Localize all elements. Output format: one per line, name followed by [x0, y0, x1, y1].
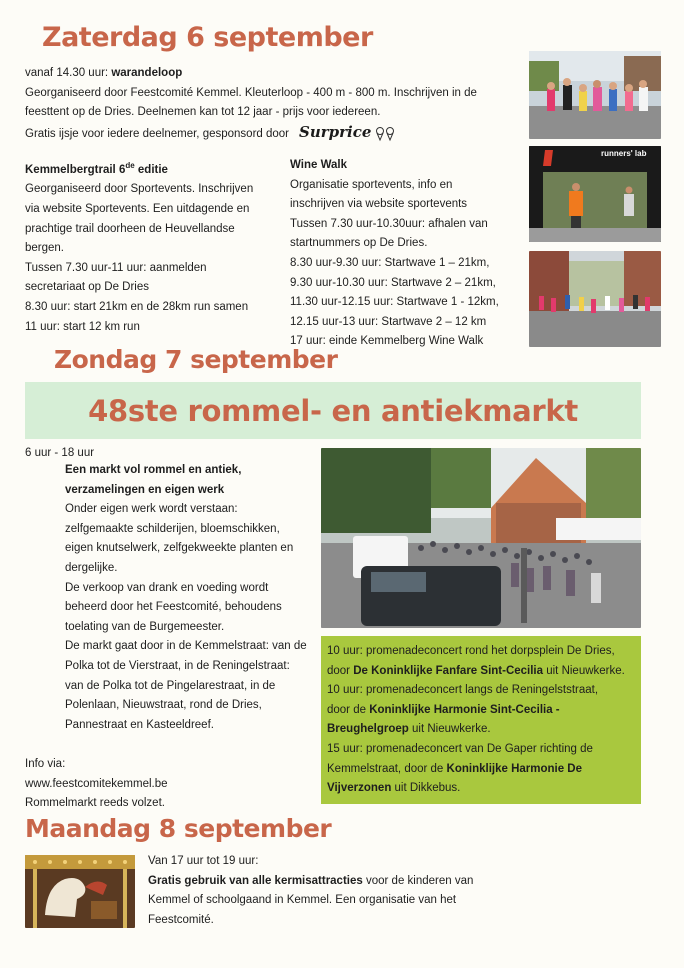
market-line: De verkoop van drank en voeding wordt	[65, 581, 269, 594]
concerts-box	[321, 636, 641, 804]
trail-line: via website Sportevents. Een uitdagende en	[25, 203, 250, 216]
market-route-line: van de Polka tot de Pingelarestraat, in de	[65, 679, 276, 692]
trail-line: prachtige trail doorheen de Heuvellandse	[25, 222, 235, 235]
market-description	[25, 445, 317, 735]
warandeloop-line: feesttent op de Dries. Deelnemen kan tot 12 jaar - prijs voor iedereen.	[25, 106, 381, 119]
monday-line: Feestcomité.	[148, 913, 214, 926]
concert-line: 10 uur: promenadeconcert rond het dorpsplein De Dries,	[327, 645, 615, 657]
market-details	[25, 461, 317, 735]
concert-line: Breughelgroep uit Nieuwkerke.	[327, 723, 491, 736]
runners-lab-photo	[529, 146, 661, 242]
website-link[interactable]: www.feestcomitekemmel.be	[25, 777, 168, 790]
market-route-line: Pannestraat en Kasteeldreef.	[65, 718, 214, 731]
market-route-line: Polenlaan, Nieuwstraat, rond de Dries,	[65, 699, 262, 712]
wine-walk-line: 17 uur: einde Kemmelberg Wine Walk	[290, 335, 484, 348]
concert-line: Kemmelstraat, door de Koninklijke Harmonie De	[327, 762, 583, 775]
trail-line: Tussen 7.30 uur-11 uur: aanmelden	[25, 261, 207, 274]
concert-line: 15 uur: promenadeconcert van De Gaper richting de	[327, 742, 593, 755]
monday-block	[148, 852, 498, 930]
wine-walk-line: 8.30 uur-9.30 uur: Startwave 1 – 21km,	[290, 256, 490, 269]
trail-line: Georganiseerd door Sportevents. Inschrijven	[25, 183, 254, 196]
trail-line: 11 uur: start 12 km run	[25, 320, 140, 333]
warandeloop-line: Georganiseerd door Feestcomité Kemmel. Kleuterloop - 400 m - 800 m. Inschrijven in de	[25, 86, 477, 99]
market-line: eigen knutselwerk, zelfgekweekte planten en	[65, 542, 294, 555]
trail-line: secretariaat op De Dries	[25, 281, 149, 294]
market-line: toelating van de Burgemeester.	[65, 620, 225, 633]
market-line: beheerd door het Feestcomité, behoudens	[65, 601, 282, 614]
market-bold-line: verzamelingen en eigen werk	[65, 483, 225, 496]
wine-walk-title: Wine Walk	[290, 159, 347, 171]
trail-line: bergen.	[25, 242, 65, 255]
wine-walk-line: inschrijven via website sportevents	[290, 198, 468, 211]
trail-block	[25, 156, 287, 337]
warandeloop-sponsor-line: Gratis ijsje voor iedere deelnemer, gesponsord door Surprice	[25, 123, 525, 145]
market-full-notice: Rommelmarkt reeds volzet.	[25, 797, 165, 810]
wine-walk-line: 11.30 uur-12.15 uur: Startwave 1 - 12km,	[290, 296, 499, 309]
market-bold-line: Een markt vol rommel en antiek,	[65, 464, 242, 476]
sunday-heading: Zondag 7 september	[54, 345, 338, 374]
trail-title: Kemmelbergtrail 6de editie	[25, 161, 168, 176]
market-line: zelfgemaakte schilderijen, bloemschikken,	[65, 522, 280, 535]
monday-heading: Maandag 8 september	[25, 814, 332, 843]
concert-line: Vijverzonen uit Dikkebus.	[327, 782, 461, 795]
info-label: Info via:	[25, 758, 66, 770]
ice-cream-icon	[375, 126, 397, 142]
monday-line: Kemmel of schoolgaand in Kemmel. Een organisatie van het	[148, 894, 457, 907]
trail-line: 8.30 uur: start 21km en de 28km run samen	[25, 300, 249, 313]
monday-line: Gratis gebruik van alle kermisattracties voor de kinderen van	[148, 874, 474, 887]
market-banner-title: 48ste rommel- en antiekmarkt	[88, 393, 578, 428]
concert-line: door De Koninklijke Fanfare Sint-Cecilia uit Nieuwkerke.	[327, 664, 625, 677]
market-hours: 6 uur - 18 uur	[25, 447, 95, 459]
market-crowd-photo	[321, 448, 641, 628]
market-info	[25, 755, 317, 814]
market-line: Onder eigen werk wordt verstaan:	[65, 503, 238, 516]
carousel-photo	[25, 855, 135, 928]
warandeloop-time: vanaf 14.30 uur: warandeloop	[25, 67, 183, 79]
market-banner	[25, 382, 641, 439]
market-route-line: Polka tot de Vierstraat, in de Reningelstraat:	[65, 659, 290, 672]
street-run-photo	[529, 251, 661, 347]
monday-time: Van 17 uur tot 19 uur:	[148, 855, 259, 867]
market-route-line: De markt gaat door in de Kemmelstraat: van de	[65, 640, 307, 653]
wine-walk-line: Organisatie sportevents, info en	[290, 178, 453, 191]
concert-line: door de Koninklijke Harmonie Sint-Cecilia -	[327, 703, 560, 716]
warandeloop-title: warandeloop	[111, 67, 183, 79]
surprice-logo: Surprice	[299, 122, 372, 141]
kids-race-photo	[529, 51, 661, 139]
wine-walk-line: startnummers op De Dries.	[290, 237, 428, 250]
concert-line: 10 uur: promenadeconcert langs de Reningelststraat,	[327, 684, 599, 697]
runners-lab-text: runners' lab	[601, 149, 647, 158]
saturday-heading: Zaterdag 6 september	[42, 22, 373, 53]
wine-walk-block	[290, 156, 522, 352]
wine-walk-line: 9.30 uur-10.30 uur: Startwave 2 – 21km,	[290, 276, 496, 289]
wine-walk-line: 12.15 uur-13 uur: Startwave 2 – 12 km	[290, 315, 487, 328]
warandeloop-block	[25, 64, 525, 144]
wine-walk-line: Tussen 7.30 uur-10.30uur: afhalen van	[290, 217, 488, 230]
market-line: dergelijke.	[65, 561, 118, 574]
